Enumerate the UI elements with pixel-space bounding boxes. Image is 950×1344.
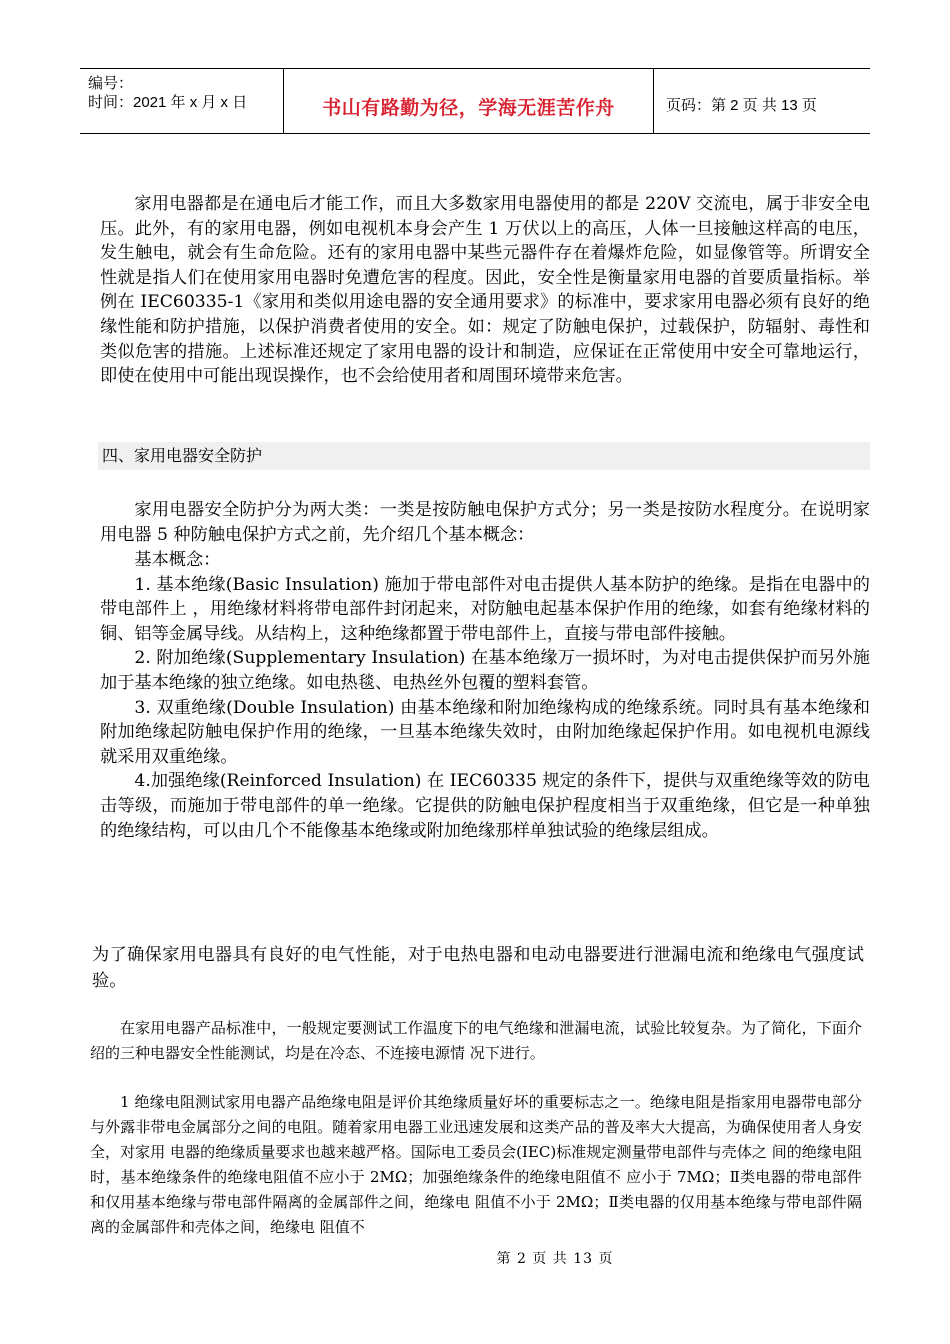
section-title: 四、家用电器安全防护 — [98, 442, 870, 470]
page-header — [80, 68, 870, 134]
test-conditions: 在家用电器产品标准中，一般规定要测试工作温度下的电气绝缘和泄漏电流，试验比较复杂。为了简化，下面介绍的三种电器安全性能测试，均是在冷态、不连接电源情 况下进行。 — [90, 1019, 862, 1062]
document-date: 时间：2021 年 x 月 x 日 — [88, 94, 248, 111]
header-meta — [80, 69, 284, 133]
insulation-test: 1 绝缘电阻测试家用电器产品绝缘电阻是评价其绝缘质量好坏的重要标志之一。绝缘电阻是指家用电器带电部分与外露非带电金属部分之间的电阻。随着家用电器工业迅速发展和这类产品的普及率大大提高，为确保使用者人身安全，对家用 电器的绝缘质量要求也越来越严格。国际电工委员会(IEC)标准规定测量带电部件与壳体之 间的绝缘电阻时，基本绝缘条件的绝缘电阻值不应小于 2MΩ；加强绝缘条件的绝缘电阻值不 应小于 7MΩ；Ⅱ类电器的带电部件和仅用基本绝缘与带电部件隔离的金属部件之间，绝缘电 阻值不小于 2MΩ；Ⅱ类电器的仅用基本绝缘与带电部件隔离的金属部件和壳体之间，绝缘电 阻值不 — [90, 1093, 862, 1236]
concept-item: 1. 基本绝缘(Basic Insulation) 施加于带电部件对电击提供人基本防护的绝缘。是指在电器中的带电部件上 ，用绝缘材料将带电部件封闭起来，对防触电起基本保护作用的绝缘，如套有绝缘材料的铜、铝等金属导线。从结构上，这种绝缘都置于带电部件上，直接与带电部件接触。 — [100, 574, 870, 644]
intro-paragraph: 家用电器都是在通电后才能工作，而且大多数家用电器使用的都是 220V 交流电，属于非安全电压。此外，有的家用电器，例如电视机本身会产生 1 万伏以上的高压，人体一旦接触这样高的电压，发生触电，就会有生命危险。还有的家用电器中某些元器件存在着爆炸危险，如显像管等。所谓安全性就是指人们在使用家用电器时免遭危害的程度。因此，安全性是衡量家用电器的首要质量指标。举例在 IEC60335-1《家用和类似用途电器的安全通用要求》的标准中，要求家用电器必须有良好的绝缘性能和防护措施，以保护消费者使用的安全。如：规定了防触电保护，过载保护，防辐射、毒性和类似危害的措施。上述标准还规定了家用电器的设计和制造，应保证在正常使用中安全可靠地运行，即使在使用中可能出现误操作，也不会给使用者和周围环境带来危害。 — [100, 194, 870, 387]
concepts-label: 基本概念： — [134, 550, 221, 570]
header-motto-cell — [284, 69, 654, 133]
concept-list — [100, 548, 870, 843]
test-intro: 为了确保家用电器具有良好的电气性能，对于电热电器和电动电器要进行泄漏电流和绝缘电气强度试验。 — [92, 945, 864, 991]
header-page-info: 页码：第 2 页 共 13 页 — [666, 97, 817, 114]
page-footer: 第 2 页 共 13 页 — [496, 1251, 614, 1267]
concept-item: 2. 附加绝缘(Supplementary Insulation) 在基本绝缘万一损坏时，为对电击提供保护而另外施加于基本绝缘的独立绝缘。如电热毯、电热丝外包覆的塑料套管。 — [100, 648, 870, 693]
document-number: 编号： — [88, 75, 134, 92]
concept-item: 4.加强绝缘(Reinforced Insulation) 在 IEC60335 规定的条件下，提供与双重绝缘等效的防电击等级，而施加于带电部件的单一绝缘。它提供的防触电保护程度相当于双重绝缘，但它是一种单独的绝缘结构，可以由几个不能像基本绝缘或附加绝缘那样单独试验的绝缘层组成。 — [100, 771, 870, 841]
concept-item: 3. 双重绝缘(Double Insulation) 由基本绝缘和附加绝缘构成的绝缘系统。同时具有基本绝缘和附加绝缘起防触电保护作用的绝缘，一旦基本绝缘失效时，由附加绝缘起保护作用。如电视机电源线就采用双重绝缘。 — [100, 697, 870, 767]
section-intro: 家用电器安全防护分为两大类：一类是按防触电保护方式分；另一类是按防水程度分。在说明家用电器 5 种防触电保护方式之前，先介绍几个基本概念： — [100, 500, 870, 545]
header-motto: 书山有路勤为径，学海无涯苦作舟 — [322, 97, 615, 119]
header-page-cell — [654, 69, 870, 133]
